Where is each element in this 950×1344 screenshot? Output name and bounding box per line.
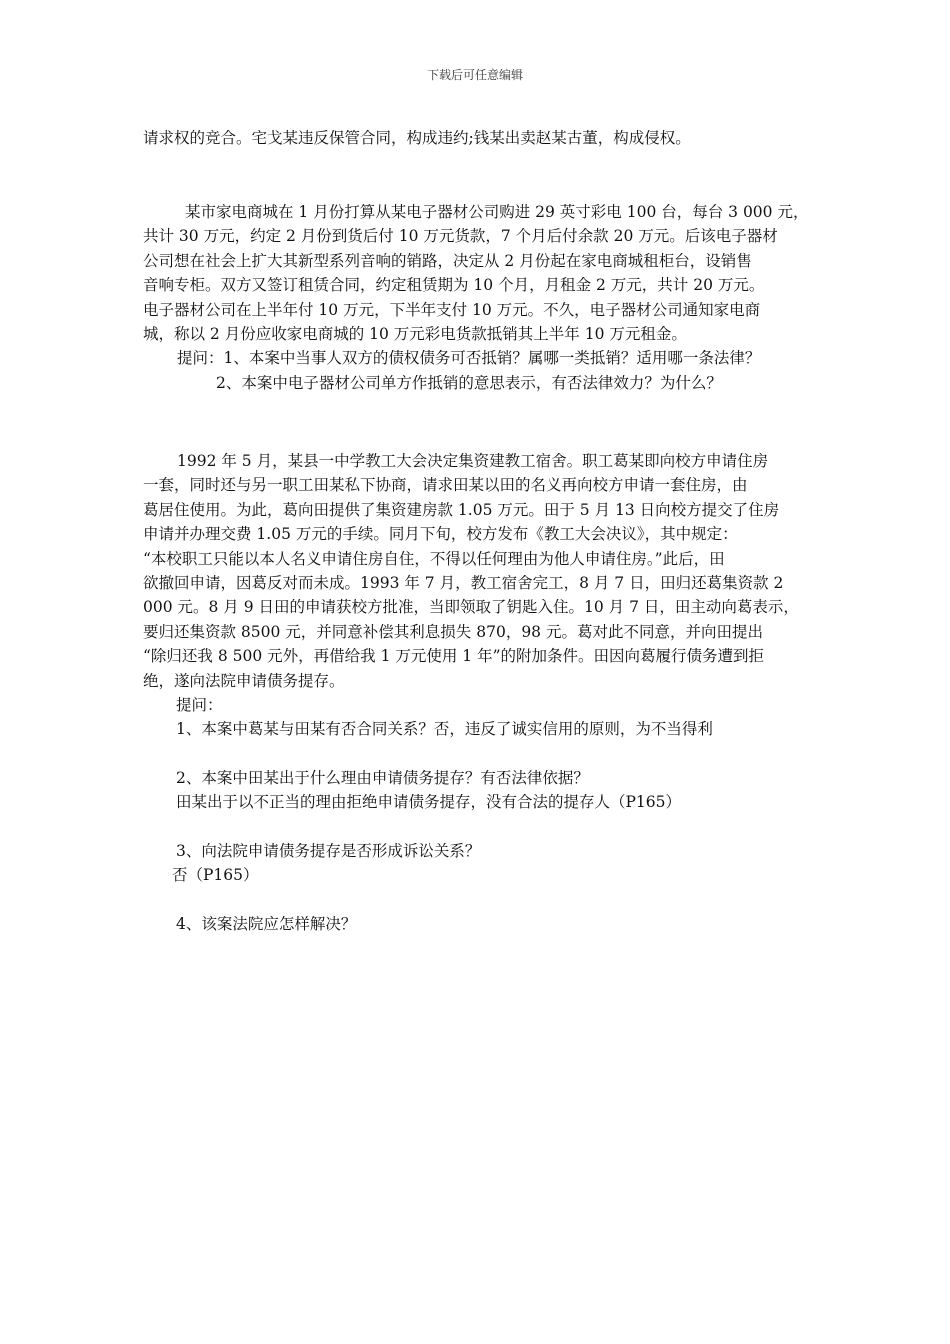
paragraph-line: 一套，同时还与另一职工田某私下协商，请求田某以田的名义再向校方申请一套住房，由: [143, 476, 748, 495]
ask-label: 提问：: [176, 696, 223, 715]
page-header: 下载后可任意编辑: [426, 68, 523, 82]
paragraph-line: 要归还集资款 8500 元，并同意补偿其利息损失 870，98 元。葛对此不同意，并向田提出: [143, 622, 763, 641]
paragraph-line: “除归还我 8 500 元外，再借给我 1 万元使用 1 年”的附加条件。田因向葛履行债务遭到拒: [143, 647, 765, 666]
answer-line: 否（P165）: [172, 866, 259, 885]
question-line: 3、向法院申请债务提存是否形成诉讼关系？: [176, 841, 481, 860]
paragraph-line: 欲撤回申请，因葛反对而未成。1993 年 7 月，教工宿舍完工，8 月 7 日，田归还葛集资款 2: [143, 574, 784, 593]
question-line: 1、本案中葛某与田某有否合同关系？否，违反了诚实信用的原则，为不当得利: [176, 720, 713, 739]
question-line: 2、本案中电子器材公司单方作抵销的意思表示，有否法律效力？为什么？: [216, 373, 722, 392]
section-intro: [143, 126, 819, 150]
paragraph-line: 绝，遂向法院申请债务提存。: [143, 671, 345, 690]
paragraph-line: “本校职工只能以本人名义申请住房自住，不得以任何理由为他人申请住房。”此后，田: [143, 549, 725, 568]
answer-line: 田某出于以不正当的理由拒绝申请债务提存，没有合法的提存人（P165）: [176, 793, 682, 812]
paragraph-line: 葛居住使用。为此，葛向田提供了集资建房款 1.05 万元。田于 5 月 13 日向校方提交了住房: [143, 500, 780, 519]
paragraph-line: 电子器材公司在上半年付 10 万元，下半年支付 10 万元。不久，电子器材公司通知家电商: [143, 300, 761, 319]
paragraph-line: 申请并办理交费 1.05 万元的手续。同月下旬，校方发布《教工大会决议》，其中规定：: [143, 525, 738, 544]
paragraph-line: 音响专柜。双方又签订租赁合同，约定租赁期为 10 个月，月租金 2 万元，共计 20 万元。: [143, 276, 765, 295]
question-line: 4、该案法院应怎样解决？: [176, 914, 357, 933]
paragraph-line: 某市家电商城在 1 月份打算从某电子器材公司购进 29 英寸彩电 100 台，每台 3 000 元，: [185, 203, 809, 221]
paragraph-line: 共计 30 万元，约定 2 月份到货后付 10 万元货款，7 个月后付余款 20 万元。后该电子器材: [143, 227, 778, 246]
paragraph-line: 请求权的竞合。宅戈某违反保管合同，构成违约;钱某出卖赵某古董，构成侵权。: [143, 129, 691, 147]
paragraph-line: 城，称以 2 月份应收家电商城的 10 万元彩电货款抵销其上半年 10 万元租金。: [143, 325, 687, 344]
paragraph-line: 公司想在社会上扩大其新型系列音响的销路，决定从 2 月份起在家电商城租柜台，设销售: [143, 251, 752, 270]
question-line: 2、本案中田某出于什么理由申请债务提存？有否法律依据？: [176, 768, 589, 787]
question-line: 提问：1、本案中当事人双方的债权债务可否抵销？属哪一类抵销？适用哪一条法律？: [177, 349, 761, 368]
case-2: [143, 449, 819, 936]
paragraph-line: 000 元。8 月 9 日田的申请获校方批准，当即领取了钥匙入住。10 月 7 日，田主动向葛表示，: [143, 598, 799, 617]
paragraph-line: 1992 年 5 月，某县一中学教工大会决定集资建教工宿舍。职工葛某即向校方申请住房: [177, 452, 769, 470]
case-1: [143, 200, 819, 395]
